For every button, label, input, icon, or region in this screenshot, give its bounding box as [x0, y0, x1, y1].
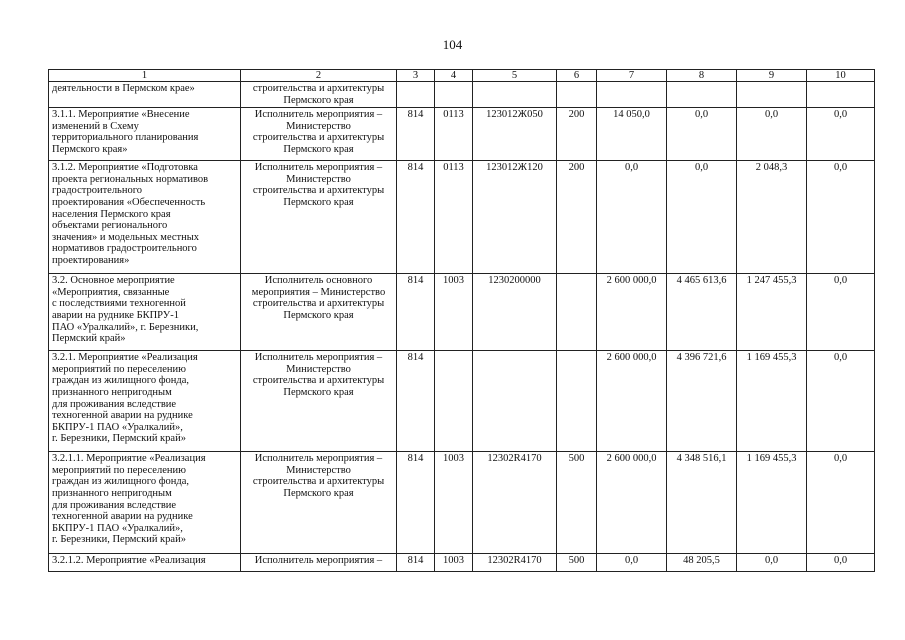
column-header: 10	[807, 70, 875, 82]
cell-col10: 0,0	[807, 452, 875, 554]
cell-activity: 3.1.1. Мероприятие «Внесение изменений в Схему территориального планирования Пермского края»	[49, 108, 241, 161]
cell-col4: 1003	[435, 554, 473, 572]
cell-col5: 123012Ж120	[473, 161, 557, 274]
table-row	[49, 82, 875, 108]
cell-col5: 123012Ж050	[473, 108, 557, 161]
cell-col5: 12302R4170	[473, 452, 557, 554]
cell-activity: 3.2.1. Мероприятие «Реализация мероприятий по переселению граждан из жилищного фонда, признанного непригодным для проживания вследствие техногенной аварии на руднике БКПРУ-1 ПАО «Уралкалий», г. Березники, Пермский край»	[49, 351, 241, 452]
column-header: 5	[473, 70, 557, 82]
cell-col6	[557, 351, 597, 452]
column-header: 9	[737, 70, 807, 82]
cell-executor: Исполнитель мероприятия – Министерство строительства и архитектуры Пермского края	[241, 351, 397, 452]
cell-activity: 3.2.1.2. Мероприятие «Реализация	[49, 554, 241, 572]
cell-col7: 2 600 000,0	[597, 351, 667, 452]
cell-col9: 2 048,3	[737, 161, 807, 274]
cell-col5	[473, 82, 557, 108]
cell-col6: 500	[557, 452, 597, 554]
cell-col5: 12302R4170	[473, 554, 557, 572]
column-header: 3	[397, 70, 435, 82]
cell-col8: 48 205,5	[667, 554, 737, 572]
cell-col7	[597, 82, 667, 108]
cell-col10: 0,0	[807, 351, 875, 452]
cell-col10: 0,0	[807, 554, 875, 572]
cell-col10: 0,0	[807, 108, 875, 161]
cell-col6: 500	[557, 554, 597, 572]
cell-col5	[473, 351, 557, 452]
cell-col9	[737, 82, 807, 108]
cell-col8: 4 348 516,1	[667, 452, 737, 554]
cell-col10: 0,0	[807, 274, 875, 351]
cell-col9: 1 169 455,3	[737, 452, 807, 554]
cell-col8	[667, 82, 737, 108]
cell-col8: 4 465 613,6	[667, 274, 737, 351]
column-header: 8	[667, 70, 737, 82]
table-row	[49, 161, 875, 274]
cell-col6: 200	[557, 161, 597, 274]
table-row	[49, 108, 875, 161]
table-row	[49, 274, 875, 351]
cell-activity: 3.1.2. Мероприятие «Подготовка проекта региональных нормативов градостроительного проектирования «Обеспеченность населения Пермского края объектами регионального значения» и модельных местных нормативов градостроительного проектирования»	[49, 161, 241, 274]
cell-col4: 1003	[435, 274, 473, 351]
cell-col7: 0,0	[597, 161, 667, 274]
cell-col8: 0,0	[667, 108, 737, 161]
cell-col3: 814	[397, 274, 435, 351]
cell-col9: 1 169 455,3	[737, 351, 807, 452]
column-header: 6	[557, 70, 597, 82]
cell-col4	[435, 351, 473, 452]
cell-executor: строительства и архитектуры Пермского края	[241, 82, 397, 108]
cell-col8: 4 396 721,6	[667, 351, 737, 452]
cell-col10	[807, 82, 875, 108]
column-header: 7	[597, 70, 667, 82]
page-number: 104	[442, 37, 463, 52]
table-header-row	[49, 70, 875, 82]
cell-col3: 814	[397, 351, 435, 452]
cell-col8: 0,0	[667, 161, 737, 274]
cell-activity: 3.2.1.1. Мероприятие «Реализация мероприятий по переселению граждан из жилищного фонда, признанного непригодным для проживания вследствие техногенной аварии на руднике БКПРУ-1 ПАО «Уралкалий», г. Березники, Пермский край»	[49, 452, 241, 554]
cell-executor: Исполнитель мероприятия –	[241, 554, 397, 572]
cell-col10: 0,0	[807, 161, 875, 274]
column-header: 1	[49, 70, 241, 82]
cell-col6	[557, 82, 597, 108]
table-row	[49, 351, 875, 452]
budget-table	[48, 69, 875, 572]
cell-col7: 2 600 000,0	[597, 452, 667, 554]
cell-col5: 1230200000	[473, 274, 557, 351]
cell-col7: 14 050,0	[597, 108, 667, 161]
column-header: 2	[241, 70, 397, 82]
column-header: 4	[435, 70, 473, 82]
cell-executor: Исполнитель мероприятия – Министерство строительства и архитектуры Пермского края	[241, 161, 397, 274]
cell-executor: Исполнитель основного мероприятия – Министерство строительства и архитектуры Пермского края	[241, 274, 397, 351]
cell-executor: Исполнитель мероприятия – Министерство строительства и архитектуры Пермского края	[241, 108, 397, 161]
cell-col4: 0113	[435, 108, 473, 161]
cell-activity: деятельности в Пермском крае»	[49, 82, 241, 108]
cell-col9: 0,0	[737, 108, 807, 161]
cell-col4	[435, 82, 473, 108]
table-row	[49, 452, 875, 554]
cell-activity: 3.2. Основное мероприятие «Мероприятия, связанные с последствиями техногенной аварии на руднике БКПРУ-1 ПАО «Уралкалий», г. Березники, Пермский край»	[49, 274, 241, 351]
cell-col4: 1003	[435, 452, 473, 554]
cell-col7: 2 600 000,0	[597, 274, 667, 351]
table-row	[49, 554, 875, 572]
cell-col9: 0,0	[737, 554, 807, 572]
cell-executor: Исполнитель мероприятия – Министерство строительства и архитектуры Пермского края	[241, 452, 397, 554]
cell-col7: 0,0	[597, 554, 667, 572]
cell-col4: 0113	[435, 161, 473, 274]
cell-col6: 200	[557, 108, 597, 161]
cell-col3	[397, 82, 435, 108]
cell-col3: 814	[397, 554, 435, 572]
cell-col3: 814	[397, 108, 435, 161]
cell-col6	[557, 274, 597, 351]
cell-col3: 814	[397, 452, 435, 554]
cell-col9: 1 247 455,3	[737, 274, 807, 351]
cell-col3: 814	[397, 161, 435, 274]
